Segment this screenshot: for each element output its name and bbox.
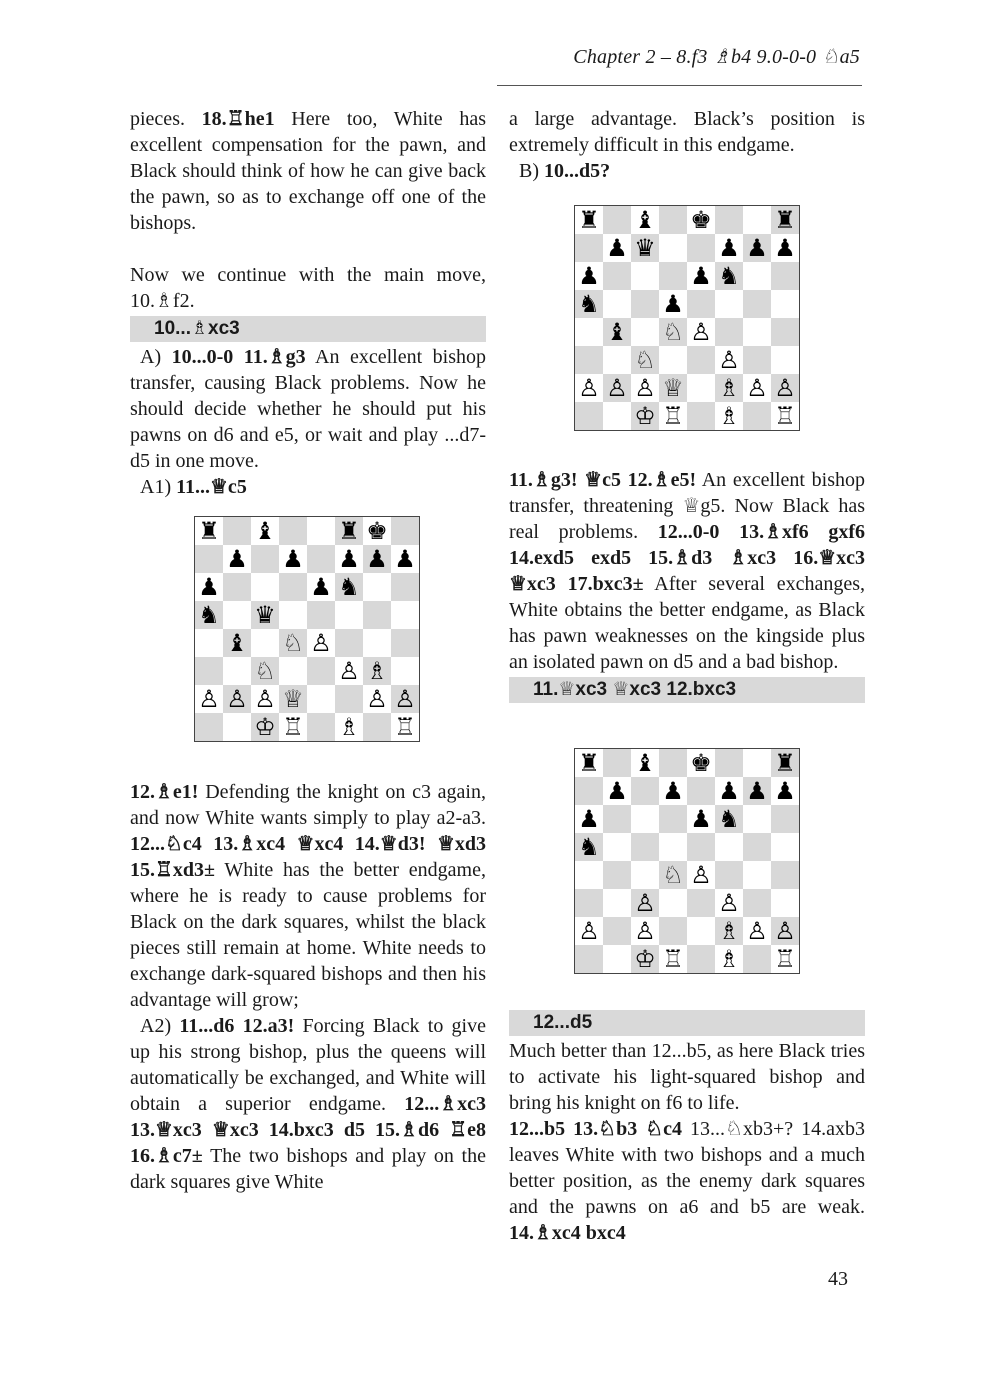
chess-piece-icon: ♙ <box>223 685 251 713</box>
board-square <box>687 234 715 262</box>
board-square <box>363 573 391 601</box>
board-square <box>659 805 687 833</box>
chess-piece-icon: ♟ <box>307 573 335 601</box>
board-square <box>575 945 603 973</box>
chess-piece-icon: ♟ <box>659 290 687 318</box>
paragraph: a large advantage. Black’s position is extremely difficult in this endgame. <box>509 108 865 156</box>
board-square <box>771 318 799 346</box>
chess-piece-icon: ♙ <box>743 917 771 945</box>
board-square <box>743 402 771 430</box>
board-square <box>279 601 307 629</box>
board-square <box>307 601 335 629</box>
variation-b: B) 10...d5? <box>519 160 611 182</box>
board-square <box>251 545 279 573</box>
board-square <box>603 262 631 290</box>
chess-piece-icon: ♕ <box>659 374 687 402</box>
board-square <box>659 234 687 262</box>
board-square <box>771 889 799 917</box>
chess-piece-icon: ♜ <box>771 749 799 777</box>
right-column <box>509 106 865 184</box>
board-square <box>687 290 715 318</box>
board-square <box>195 657 223 685</box>
chess-piece-icon: ♙ <box>363 685 391 713</box>
chess-piece-icon: ♟ <box>575 262 603 290</box>
chess-piece-icon: ♙ <box>575 917 603 945</box>
board-square <box>743 833 771 861</box>
chess-piece-icon: ♞ <box>715 805 743 833</box>
board-square <box>659 262 687 290</box>
chess-diagram-1 <box>194 516 420 742</box>
board-square <box>715 318 743 346</box>
chess-piece-icon: ♙ <box>743 374 771 402</box>
chess-piece-icon: ♞ <box>195 601 223 629</box>
chess-piece-icon: ♝ <box>603 318 631 346</box>
chess-piece-icon: ♗ <box>715 945 743 973</box>
chess-piece-icon: ♛ <box>251 601 279 629</box>
board-square <box>391 657 419 685</box>
board-square <box>307 545 335 573</box>
chess-piece-icon: ♖ <box>279 713 307 741</box>
chess-piece-icon: ♔ <box>631 402 659 430</box>
board-square <box>603 889 631 917</box>
variation-a1: A1) 11...♕c5 <box>140 476 247 498</box>
header-rule <box>497 85 862 86</box>
board-square <box>659 749 687 777</box>
board-square <box>743 262 771 290</box>
board-square <box>391 629 419 657</box>
board-square <box>307 713 335 741</box>
board-square <box>603 861 631 889</box>
chess-piece-icon: ♚ <box>687 206 715 234</box>
chess-piece-icon: ♞ <box>575 290 603 318</box>
chess-piece-icon: ♟ <box>603 777 631 805</box>
chess-piece-icon: ♟ <box>391 545 419 573</box>
chess-piece-icon: ♛ <box>631 234 659 262</box>
chess-piece-icon: ♟ <box>195 573 223 601</box>
left-column <box>130 106 486 500</box>
board-square <box>195 545 223 573</box>
chess-piece-icon: ♚ <box>687 749 715 777</box>
board-square <box>743 749 771 777</box>
chess-piece-icon: ♘ <box>659 318 687 346</box>
board-square <box>195 629 223 657</box>
board-square <box>743 805 771 833</box>
chess-piece-icon: ♖ <box>771 945 799 973</box>
board-square <box>279 657 307 685</box>
board-square <box>631 805 659 833</box>
board-square <box>631 833 659 861</box>
chess-piece-icon: ♞ <box>575 833 603 861</box>
chess-piece-icon: ♝ <box>251 517 279 545</box>
board-square <box>743 318 771 346</box>
chess-piece-icon: ♟ <box>687 805 715 833</box>
section-heading: 11.♕xc3 ♕xc3 12.bxc3 <box>509 677 865 703</box>
chess-piece-icon: ♜ <box>195 517 223 545</box>
chess-piece-icon: ♙ <box>715 346 743 374</box>
board-square <box>715 749 743 777</box>
board-square <box>335 629 363 657</box>
chess-piece-icon: ♙ <box>631 374 659 402</box>
board-square <box>659 917 687 945</box>
chess-piece-icon: ♜ <box>335 517 363 545</box>
board-square <box>659 833 687 861</box>
chess-piece-icon: ♗ <box>715 374 743 402</box>
chess-piece-icon: ♟ <box>771 777 799 805</box>
board-square <box>631 861 659 889</box>
chess-diagram-2 <box>574 205 800 431</box>
chess-piece-icon: ♙ <box>631 917 659 945</box>
board-square <box>687 374 715 402</box>
board-square <box>391 601 419 629</box>
board-square <box>391 573 419 601</box>
chess-piece-icon: ♗ <box>363 657 391 685</box>
chess-piece-icon: ♙ <box>687 861 715 889</box>
chess-piece-icon: ♙ <box>335 657 363 685</box>
board-square <box>743 290 771 318</box>
board-square <box>603 206 631 234</box>
chess-piece-icon: ♝ <box>631 206 659 234</box>
board-square <box>631 777 659 805</box>
section-heading: 10...♗xc3 <box>130 316 486 342</box>
board-square <box>743 206 771 234</box>
variation-a: A) 10...0-0 11.♗g3 An excellent bishop transfer, causing Black problems. Now he should decide whether he should put his pawns on d6 and e5, or wait and play ...d7-d5 in one move. <box>130 346 487 472</box>
page-number: 43 <box>828 1268 848 1290</box>
board-square <box>223 657 251 685</box>
chess-piece-icon: ♞ <box>335 573 363 601</box>
running-header: Chapter 2 – 8.f3 ♗b4 9.0-0-0 ♘a5 <box>573 46 860 68</box>
chess-piece-icon: ♘ <box>631 346 659 374</box>
board-square <box>279 517 307 545</box>
board-square <box>771 346 799 374</box>
chess-piece-icon: ♟ <box>743 777 771 805</box>
board-square <box>687 402 715 430</box>
board-square <box>223 713 251 741</box>
board-square <box>603 749 631 777</box>
paragraph: 12.♗e1! Defending the knight on c3 again, and now White wants simply to play a2-a3. 12...♘c4 13.♗xc4 ♕xc4 14.♕d3! ♕xd3 15.♖xd3± White has the better endgame, where he is ready to cause problems for Black on the dark squares, whilst the black pieces still remain at home. White needs to exchange dark-squared bishops and then his advantage will grow; <box>130 781 486 1011</box>
board-square <box>771 805 799 833</box>
board-square <box>307 517 335 545</box>
chess-piece-icon: ♖ <box>771 402 799 430</box>
chess-piece-icon: ♟ <box>687 262 715 290</box>
paragraph: 12...b5 13.♘b3 ♘c4 13...♘xb3+? 14.axb3 leaves White with two bishops and a much better position, as the enemy dark squares and the pawns on a6 and b5 are weak. 14.♗xc4 bxc4 <box>509 1118 866 1244</box>
board-square <box>575 889 603 917</box>
board-square <box>307 657 335 685</box>
board-square <box>771 262 799 290</box>
right-column-middle <box>509 467 865 705</box>
board-square <box>771 861 799 889</box>
board-square <box>631 262 659 290</box>
chess-piece-icon: ♙ <box>575 374 603 402</box>
board-square <box>195 713 223 741</box>
board-square <box>659 889 687 917</box>
chess-piece-icon: ♟ <box>715 234 743 262</box>
chess-piece-icon: ♙ <box>771 917 799 945</box>
board-square <box>715 206 743 234</box>
board-square <box>715 290 743 318</box>
board-square <box>771 833 799 861</box>
board-square <box>687 945 715 973</box>
chess-piece-icon: ♖ <box>391 713 419 741</box>
chess-piece-icon: ♜ <box>575 206 603 234</box>
board-square <box>279 573 307 601</box>
board-square <box>687 346 715 374</box>
board-square <box>223 517 251 545</box>
paragraph: Much better than 12...b5, as here Black tries to activate his light-squared bishop and bring his knight on f6 to life. <box>509 1040 865 1114</box>
chess-piece-icon: ♙ <box>391 685 419 713</box>
board-square <box>223 573 251 601</box>
board-square <box>603 346 631 374</box>
board-square <box>659 206 687 234</box>
board-square <box>659 346 687 374</box>
chess-piece-icon: ♕ <box>279 685 307 713</box>
chess-piece-icon: ♟ <box>743 234 771 262</box>
chess-diagram-3 <box>574 748 800 974</box>
board-square <box>391 517 419 545</box>
chess-piece-icon: ♟ <box>223 545 251 573</box>
chess-piece-icon: ♞ <box>715 262 743 290</box>
board-square <box>603 290 631 318</box>
board-square <box>603 805 631 833</box>
chess-piece-icon: ♙ <box>715 889 743 917</box>
board-square <box>603 945 631 973</box>
chess-piece-icon: ♜ <box>575 749 603 777</box>
board-square <box>743 346 771 374</box>
chess-piece-icon: ♗ <box>335 713 363 741</box>
left-column-lower <box>130 779 486 1195</box>
board-square <box>575 234 603 262</box>
chess-piece-icon: ♜ <box>771 206 799 234</box>
chess-piece-icon: ♗ <box>715 917 743 945</box>
board-square <box>687 777 715 805</box>
chess-piece-icon: ♟ <box>771 234 799 262</box>
chess-piece-icon: ♔ <box>631 945 659 973</box>
board-square <box>575 318 603 346</box>
board-square <box>575 861 603 889</box>
chess-piece-icon: ♙ <box>195 685 223 713</box>
board-square <box>687 833 715 861</box>
chess-piece-icon: ♙ <box>603 374 631 402</box>
chess-piece-icon: ♘ <box>251 657 279 685</box>
board-square <box>771 290 799 318</box>
board-square <box>363 713 391 741</box>
chess-piece-icon: ♟ <box>335 545 363 573</box>
paragraph: 11.♗g3! ♕c5 12.♗e5! An excellent bishop transfer, threatening ♕g5. Now Black has real problems. 12...0-0 13.♗xf6 gxf6 14.exd5 exd5 15.♗d3 ♗xc3 16.♕xc3 ♕xc3 17.bxc3± After several exchanges, White obtains the better endgame, as Black has pawn weaknesses on the kingside plus an isolated pawn on d5 and a bad bishop. <box>509 469 866 673</box>
chess-piece-icon: ♖ <box>659 945 687 973</box>
board-square <box>307 685 335 713</box>
section-heading: 12...d5 <box>509 1010 865 1036</box>
board-square <box>575 402 603 430</box>
board-square <box>687 889 715 917</box>
chess-piece-icon: ♟ <box>659 777 687 805</box>
chess-piece-icon: ♖ <box>659 402 687 430</box>
board-square <box>335 601 363 629</box>
board-square <box>603 402 631 430</box>
chess-piece-icon: ♙ <box>771 374 799 402</box>
variation-a2: A2) 11...d6 12.a3! Forcing Black to give up his strong bishop, plus the queens will automatically be exchanged, and White will obtain a superior endgame. 12...♗xc3 13.♕xc3 ♕xc3 14.bxc3 d5 15.♗d6 ♖e8 16.♗c7± The two bishops and play on the dark squares give White <box>130 1015 486 1193</box>
chess-piece-icon: ♟ <box>603 234 631 262</box>
chess-piece-icon: ♙ <box>307 629 335 657</box>
board-square <box>743 945 771 973</box>
chess-piece-icon: ♝ <box>631 749 659 777</box>
board-square <box>575 777 603 805</box>
board-square <box>251 629 279 657</box>
board-square <box>603 917 631 945</box>
board-square <box>743 889 771 917</box>
board-square <box>715 833 743 861</box>
board-square <box>631 318 659 346</box>
chess-piece-icon: ♝ <box>223 629 251 657</box>
board-square <box>687 917 715 945</box>
chess-piece-icon: ♟ <box>279 545 307 573</box>
chess-piece-icon: ♚ <box>363 517 391 545</box>
chess-piece-icon: ♗ <box>715 402 743 430</box>
chess-piece-icon: ♙ <box>251 685 279 713</box>
chess-piece-icon: ♟ <box>363 545 391 573</box>
chess-piece-icon: ♘ <box>279 629 307 657</box>
board-square <box>363 601 391 629</box>
paragraph: pieces. 18.♖he1 Here too, White has excellent compensation for the pawn, and Black should think of how he can give back the pawn, so as to exchange off one of the bishops. <box>130 108 486 234</box>
board-square <box>631 290 659 318</box>
board-square <box>251 573 279 601</box>
chess-piece-icon: ♙ <box>687 318 715 346</box>
chess-piece-icon: ♔ <box>251 713 279 741</box>
board-square <box>743 861 771 889</box>
board-square <box>223 601 251 629</box>
chess-piece-icon: ♘ <box>659 861 687 889</box>
board-square <box>363 629 391 657</box>
right-column-lower <box>509 1010 865 1246</box>
board-square <box>603 833 631 861</box>
board-square <box>715 861 743 889</box>
paragraph: Now we continue with the main move, 10.♗f2. <box>130 264 486 312</box>
board-square <box>575 346 603 374</box>
chess-piece-icon: ♙ <box>631 889 659 917</box>
chess-piece-icon: ♟ <box>715 777 743 805</box>
chess-piece-icon: ♟ <box>575 805 603 833</box>
board-square <box>335 685 363 713</box>
